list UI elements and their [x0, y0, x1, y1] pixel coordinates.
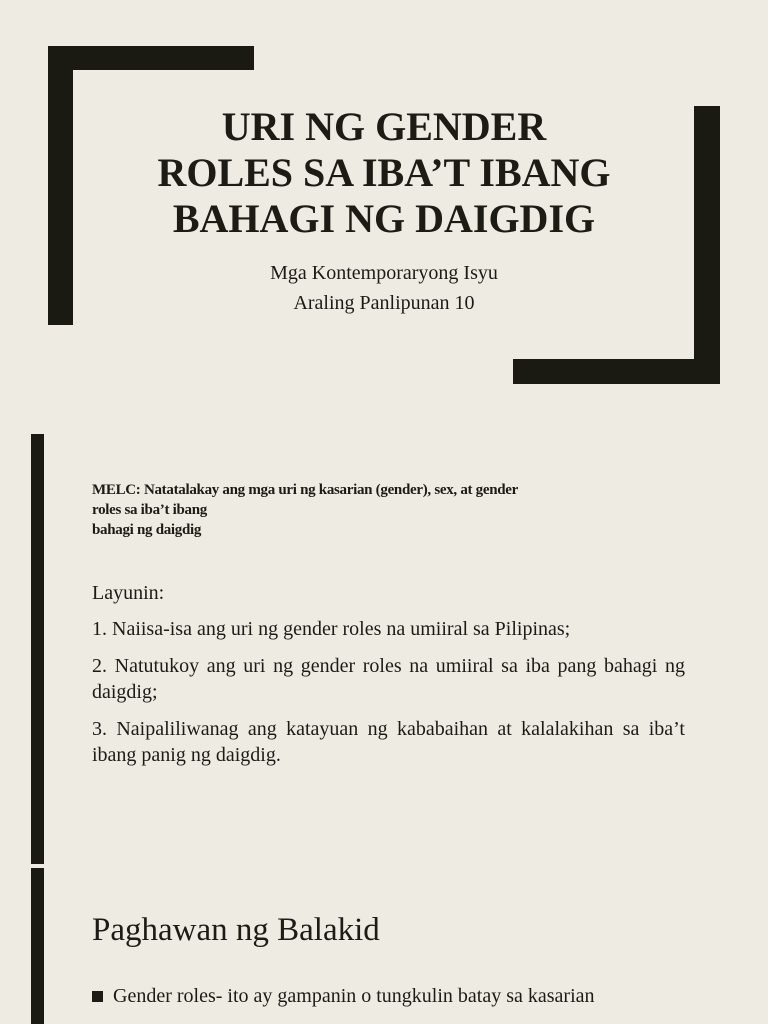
objectives-slide: [0, 414, 768, 864]
objective-item: 1. Naiisa-isa ang uri ng gender roles na umiiral sa Pilipinas;: [92, 618, 571, 640]
objectives-list: [92, 580, 685, 779]
frame-corner-top-left-horizontal: [48, 46, 254, 70]
bullet-text: Gender roles- ito ay gampanin o tungkulin batay sa kasarian: [113, 985, 595, 1007]
slide-subtitle: [110, 258, 658, 318]
title-slide: [0, 0, 768, 414]
subtitle-line: Araling Panlipunan 10: [293, 292, 475, 314]
vocabulary-slide: [0, 864, 768, 1024]
title-line: BAHAGI NG DAIGDIG: [172, 196, 596, 241]
slide-title: [110, 104, 658, 242]
title-line: URI NG GENDER: [221, 104, 547, 149]
square-bullet-icon: [92, 991, 103, 1002]
frame-corner-bottom-right-horizontal: [513, 359, 720, 384]
melc-line: MELC: Natatalakay ang mga uri ng kasarian (gender), sex, at gender: [92, 482, 519, 498]
frame-corner-top-left-vertical: [48, 46, 73, 325]
objective-item: 3. Naipaliliwanag ang katayuan ng kababaihan at kalalakihan sa iba’t ibang panig ng daigdig.: [92, 718, 685, 766]
melc-text: [92, 480, 692, 540]
melc-line: roles sa iba’t ibang: [92, 502, 207, 518]
bullet-item: [92, 984, 652, 1008]
left-accent-bar: [31, 868, 44, 1024]
objective-item: 2. Natutukoy ang uri ng gender roles na umiiral sa iba pang bahagi ng daigdig;: [92, 655, 685, 703]
title-line: ROLES SA IBA’T IBANG: [157, 150, 611, 195]
section-heading: Paghawan ng Balakid: [92, 912, 380, 948]
subtitle-line: Mga Kontemporaryong Isyu: [270, 262, 498, 284]
objectives-heading: Layunin:: [92, 582, 165, 604]
melc-line: bahagi ng daigdig: [92, 522, 202, 538]
left-accent-bar: [31, 434, 44, 864]
frame-corner-bottom-right-vertical: [694, 106, 720, 384]
